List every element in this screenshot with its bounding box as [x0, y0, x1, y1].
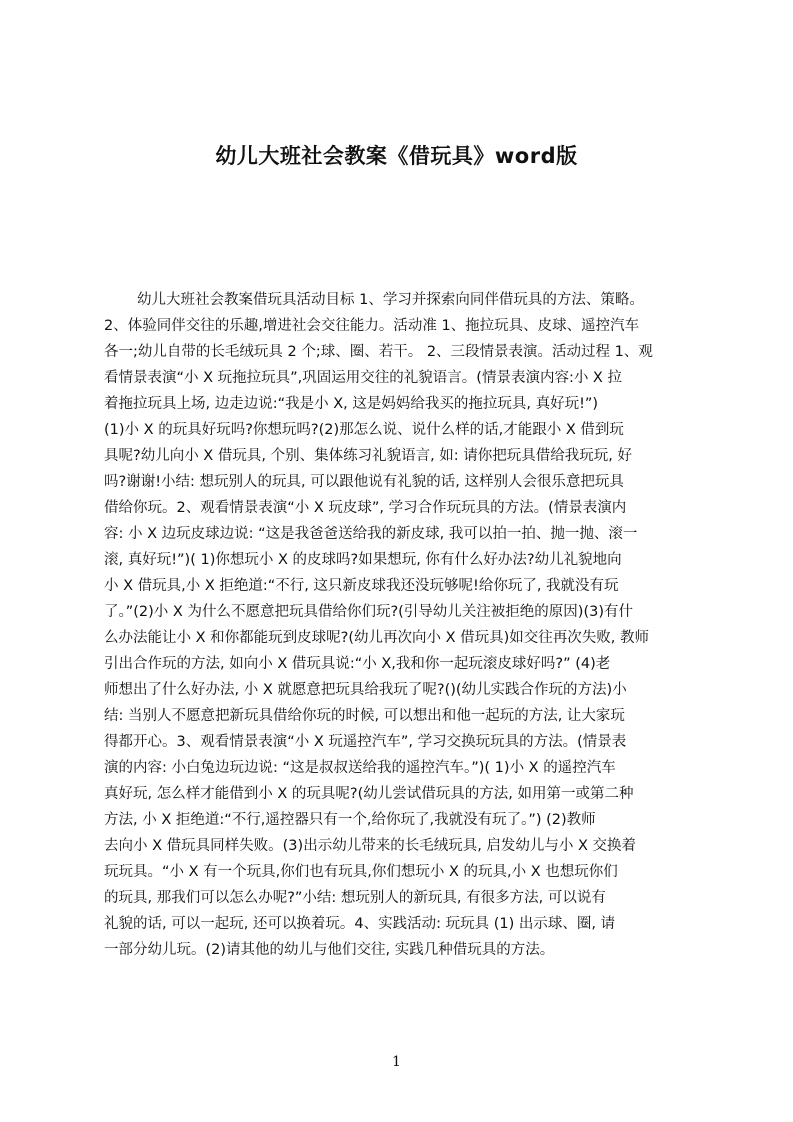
text-line: (1)小 X 的玩具好玩吗?你想玩吗?(2)那怎么说、说什么样的话,才能跟小 X 借到玩 — [104, 422, 624, 438]
text-line: 结: 当别人不愿意把新玩具借给你玩的时候, 可以想出和他一起玩的方法, 让大家玩 — [104, 708, 625, 724]
text-line: 礼貌的话, 可以一起玩, 还可以换着玩。4、实践活动: 玩玩具 (1) 出示球、圈, 请 — [104, 916, 616, 932]
text-line: 各一;幼儿自带的长毛绒玩具 2 个;球、圈、若干。 2、三段情景表演。活动过程 1、观 — [104, 344, 653, 360]
text-line: 真好玩, 怎么样才能借到小 X 的玩具呢?(幼儿尝试借玩具的方法, 如用第一或第二种 — [104, 786, 634, 802]
text-line: 幼儿大班社会教案借玩具活动目标 1、学习并探索向同伴借玩具的方法、策略。 — [137, 292, 644, 308]
text-line: 一部分幼儿玩。(2)请其他的幼儿与他们交往, 实践几种借玩具的方法。 — [104, 942, 555, 958]
text-line: 具呢?幼儿向小 X 借玩具, 个别、集体练习礼貌语言, 如: 请你把玩具借给我玩玩, 好 — [104, 448, 632, 464]
text-line: 得都开心。3、观看情景表演“小 X 玩遥控汽车”, 学习交换玩玩具的方法。(情景表 — [104, 734, 627, 750]
text-line: 借给你玩。2、观看情景表演“小 X 玩皮球”, 学习合作玩玩具的方法。(情景表演内 — [104, 500, 627, 516]
text-line: 着拖拉玩具上场, 边走边说:“我是小 X, 这是妈妈给我买的拖拉玩具, 真好玩!”) — [104, 396, 599, 412]
text-line: 引出合作玩的方法, 如向小 X 借玩具说:“小 X,我和你一起玩滚皮球好吗?” (4)老 — [104, 656, 611, 672]
text-line: 玩玩具。“小 X 有一个玩具,你们也有玩具,你们想玩小 X 的玩具,小 X 也想玩你们 — [104, 864, 618, 880]
text-line: 么办法能让小 X 和你都能玩到皮球呢?(幼儿再次向小 X 借玩具)如交往再次失败, 教师 — [104, 630, 650, 646]
text-line: 吗?谢谢!小结: 想玩别人的玩具, 可以跟他说有礼貌的话, 这样别人会很乐意把玩具 — [104, 474, 624, 490]
text-line: 容: 小 X 边玩皮球边说: “这是我爸爸送给我的新皮球, 我可以拍一拍、抛一抛、滚一 — [104, 526, 638, 542]
text-line: 去向小 X 借玩具同样失败。(3)出示幼儿带来的长毛绒玩具, 启发幼儿与小 X 交换着 — [104, 838, 637, 854]
text-line: 小 X 借玩具,小 X 拒绝道:“不行, 这只新皮球我还没玩够呢!给你玩了, 我就没有玩 — [104, 578, 619, 594]
page-number: 1 — [392, 1054, 401, 1070]
document-body — [104, 287, 697, 963]
text-line: 看情景表演“小 X 玩拖拉玩具”,巩固运用交往的礼貌语言。(情景表演内容:小 X 拉 — [104, 370, 622, 386]
text-line: 2、体验同伴交往的乐趣,增进社会交往能力。活动准 1、拖拉玩具、皮球、遥控汽车 — [104, 318, 640, 334]
text-line: 滚, 真好玩!”)( 1)你想玩小 X 的皮球吗?如果想玩, 你有什么好办法?幼儿礼貌地向 — [104, 552, 622, 568]
text-line: 方法, 小 X 拒绝道:“不行,遥控器只有一个,给你玩了,我就没有玩了。”) (2)教师 — [104, 812, 596, 828]
document-title: 幼儿大班社会教案《借玩具》word版 — [215, 144, 578, 168]
text-line: 了。”(2)小 X 为什么不愿意把玩具借给你们玩?(引导幼儿关注被拒绝的原因)(3)有什 — [104, 604, 633, 620]
text-line: 的玩具, 那我们可以怎么办呢?”小结: 想玩别人的新玩具, 有很多方法, 可以说有 — [104, 890, 606, 906]
text-line: 演的内容: 小白兔边玩边说: “这是叔叔送给我的遥控汽车。”)( 1)小 X 的遥控汽车 — [104, 760, 616, 776]
text-line: 师想出了什么好办法, 小 X 就愿意把玩具给我玩了呢?()(幼儿实践合作玩的方法)小 — [104, 682, 627, 698]
